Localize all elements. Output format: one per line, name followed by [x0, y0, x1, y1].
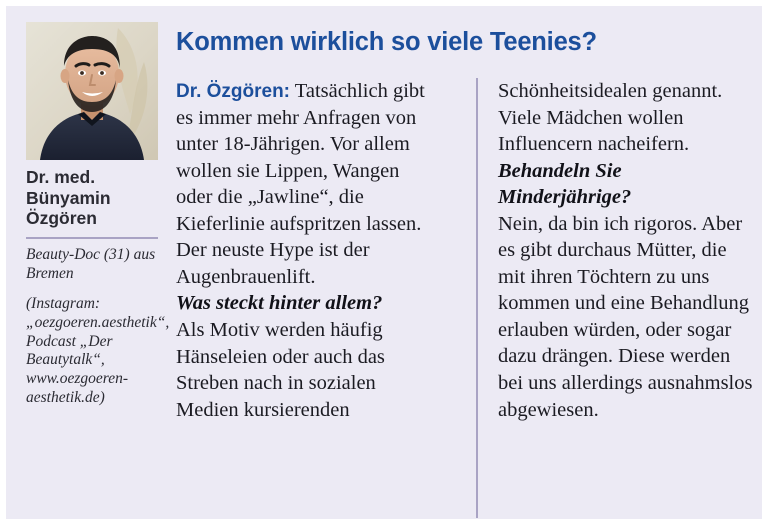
article-body: [176, 78, 754, 518]
answer-2-text: Als Motiv werden häufig Hänseleien oder auch das Streben nach in sozialen Medien kursierenden: [176, 318, 385, 421]
author-role: Beauty-Doc (31) aus Bremen: [26, 245, 156, 282]
divider-horizontal: [26, 237, 158, 239]
answer-2-continuation: Schönheitsidealen genannt. Viele Mädchen wollen Influencern nacheifern.: [497, 80, 723, 156]
author-contact: (Instagram: „oezgoeren.aesthetik“, Podcast „Der Beautytalk“, www.oezgoeren-aesthetik.de): [26, 294, 170, 407]
answer-1-text: Tatsächlich gibt es immer mehr Anfragen von unter 18-Jährigen. Vor allem wollen sie Lippen, Wangen oder die „Jawline“, die Kieferlinie aufspritzen lassen. Der neuste Hype ist der Augenbrauenlift.: [176, 80, 425, 288]
author-name-line-2: Bünyamin: [26, 187, 111, 208]
author-photo: [26, 22, 158, 160]
author-name-line-1: Dr. med.: [26, 167, 96, 187]
question-heading-2-line-1: Behandeln Sie: [497, 159, 622, 182]
page-title: Kommen wirklich so viele Teenies?: [176, 28, 597, 56]
author-meta: [26, 245, 170, 408]
answer-3-text: Nein, da bin ich rigoros. Aber es gibt durchaus Mütter, die mit ihren Töchtern zu uns kommen und eine Behandlung erlauben würden, oder sogar dazu drängen. Diese werden bei uns allerdings ausnahmslos abgewiesen.: [497, 212, 753, 421]
portrait-photo-icon: [26, 22, 158, 160]
speaker-label: Dr. Özgören:: [176, 81, 291, 102]
question-heading-2-line-2: Minderjährige?: [497, 186, 632, 209]
author-column: [26, 22, 170, 408]
clipping-inner: [6, 6, 762, 519]
question-heading-1: Was steckt hinter allem?: [176, 292, 383, 315]
body-column-left: [176, 78, 434, 518]
author-name-line-3: Özgören: [26, 208, 97, 229]
author-name: [26, 167, 158, 229]
body-column-right: [476, 78, 754, 518]
answer-paragraph-1: [176, 78, 434, 290]
